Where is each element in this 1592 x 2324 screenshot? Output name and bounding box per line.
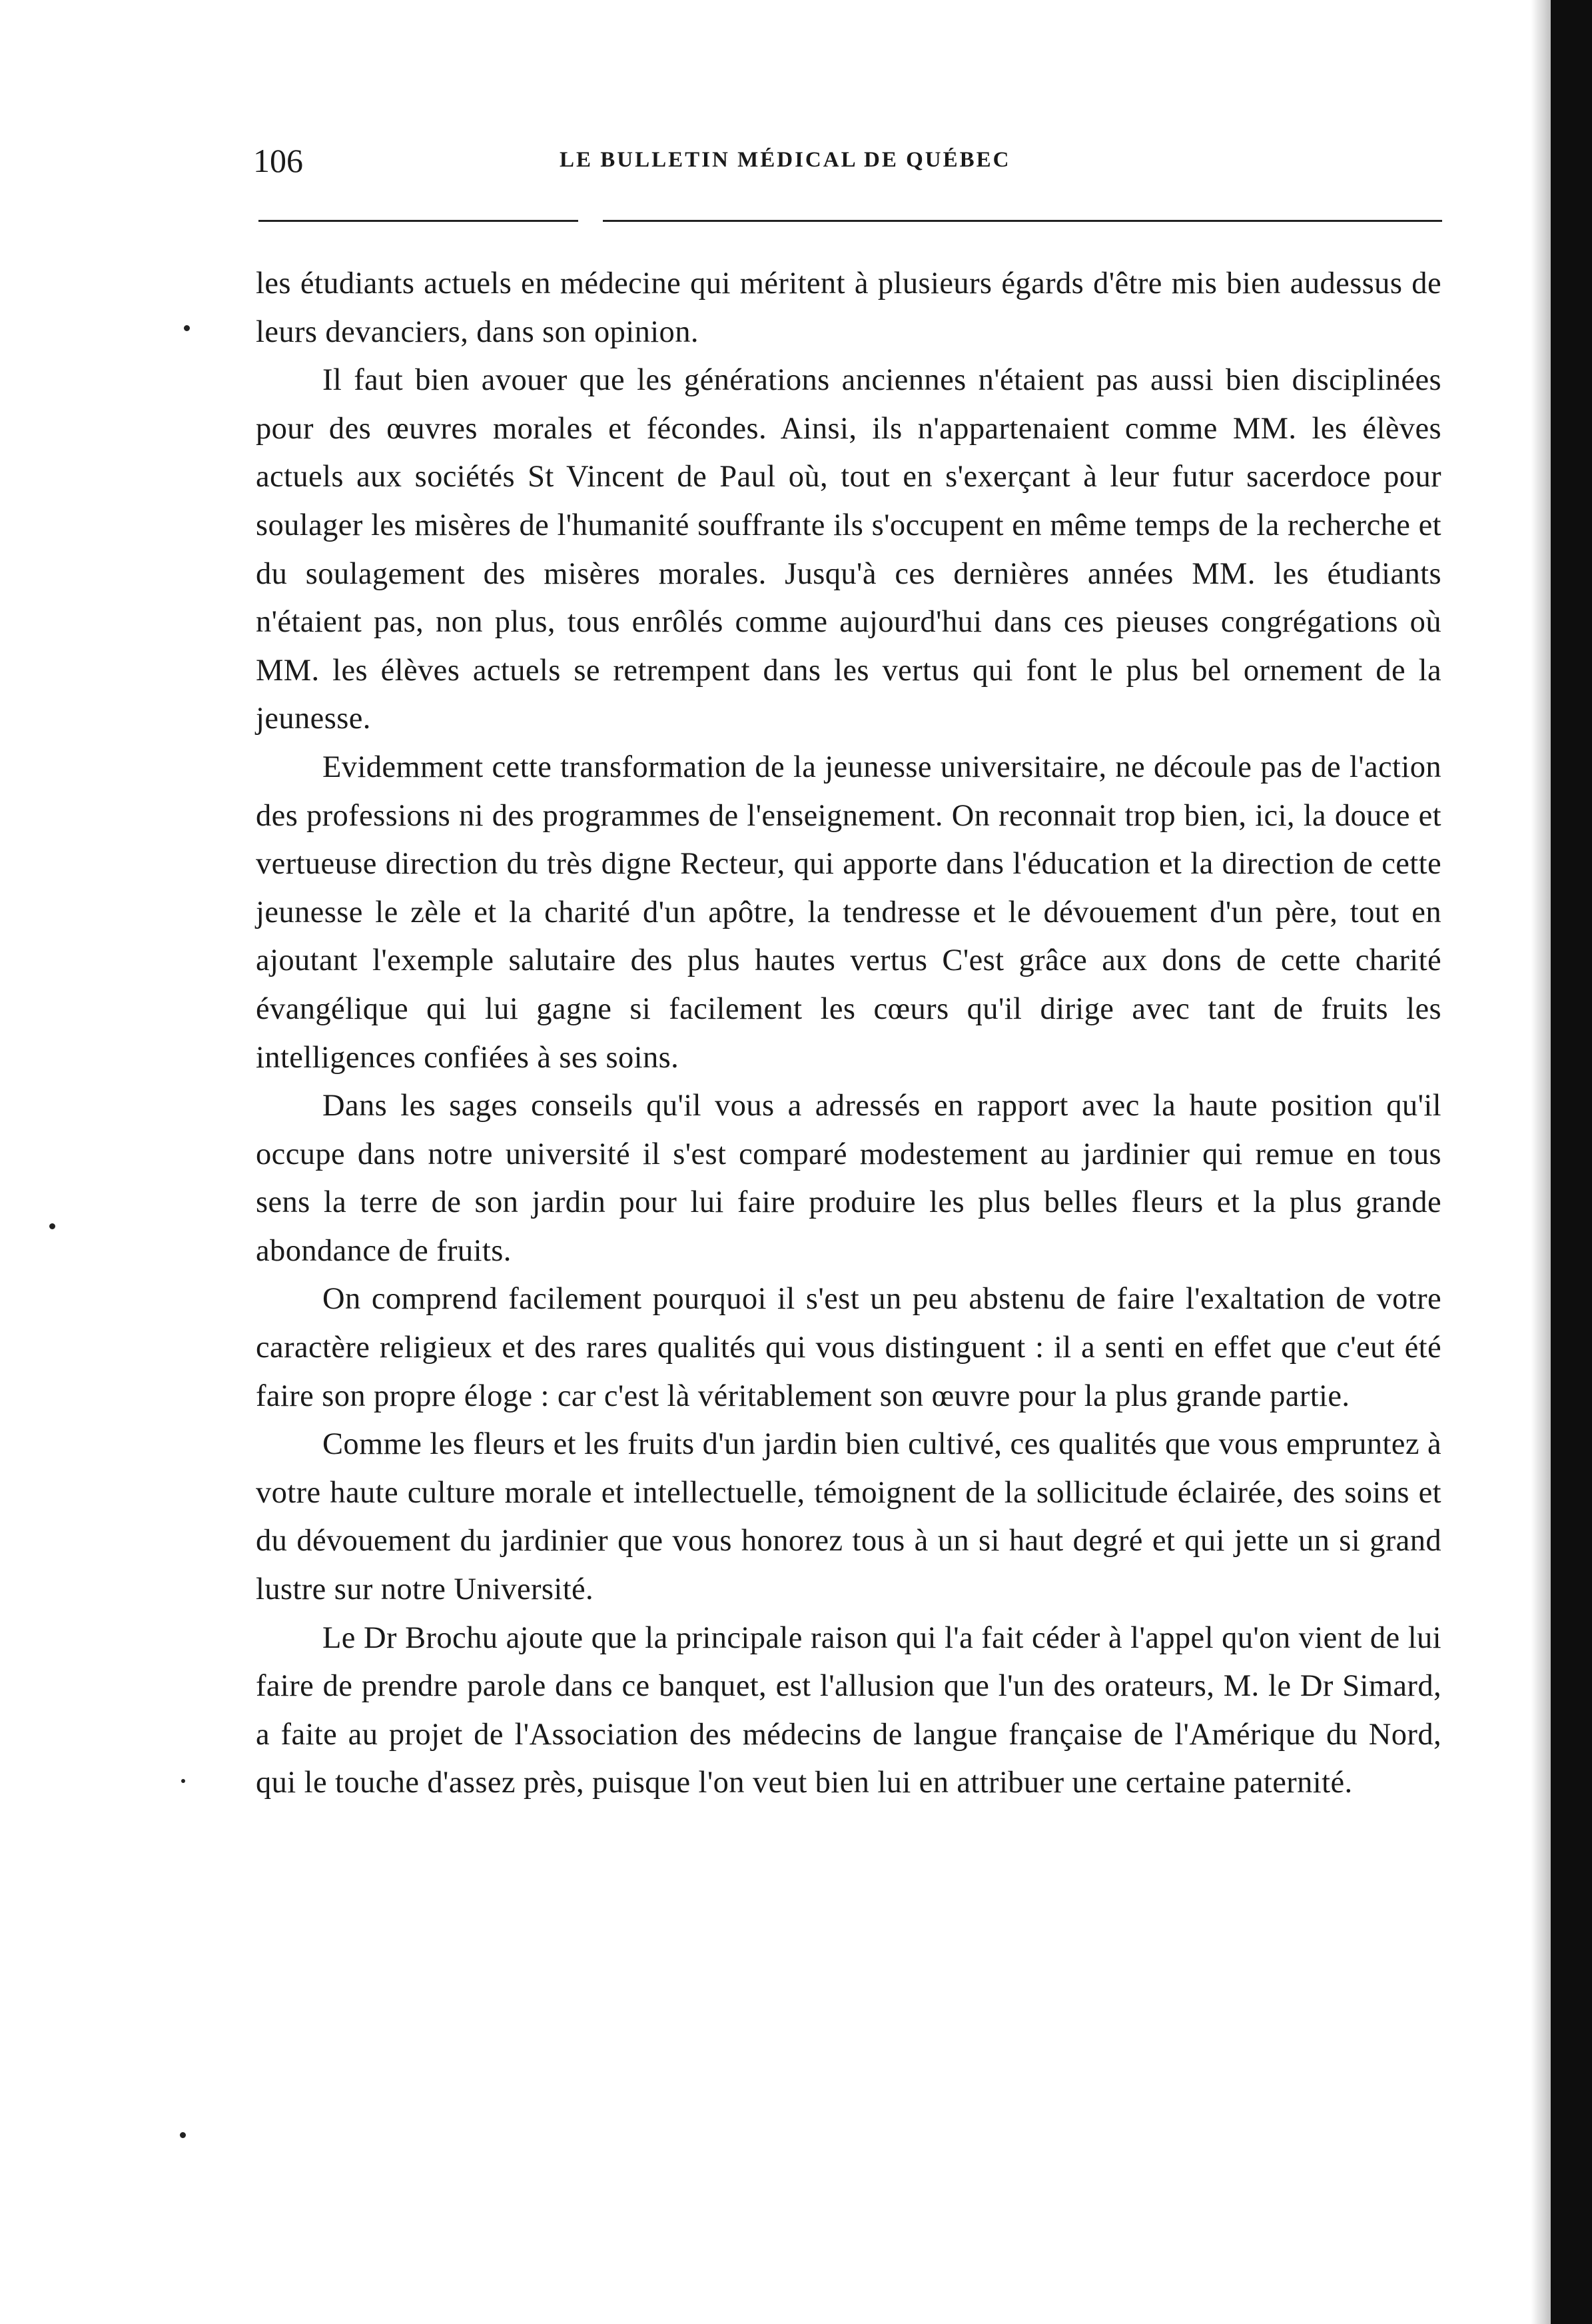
scan-speck (181, 1779, 185, 1783)
article-body (256, 260, 1441, 1808)
paragraph-6: Comme les fleurs et les fruits d'un jardin bien cultivé, ces qualités que vous empruntez à votre haute culture morale et intellectuelle, témoignent de la sollicitude éclairée, des soins et du dévouement du jardinier que vous honorez tous à un si haut degré et qui jette un si grand lustre sur notre Université. (256, 1427, 1441, 1607)
paragraph-4: Dans les sages conseils qu'il vous a adressés en rapport avec la haute position qu'il occupe dans notre université il s'est comparé modestement au jardinier qui remue en tous sens la terre de son jardin pour lui faire produire les plus belles fleurs et la plus grande abondance de fruits. (256, 1089, 1441, 1268)
page-number: 106 (253, 142, 303, 179)
paragraph-5: On comprend facilement pourquoi il s'est un peu abstenu de faire l'exaltation de votre caractère religieux et des rares qualités qui vous distinguent : il a senti en effet que c'eut été faire son propre éloge : car c'est là véritablement son œuvre pour la plus grande partie. (256, 1282, 1441, 1413)
paragraph-2: Il faut bien avouer que les générations anciennes n'étaient pas aussi bien disciplinées pour des œuvres morales et fécondes. Ainsi, ils n'appartenaient comme MM. les élèves actuels aux sociétés St Vincent de Paul où, tout en s'exerçant à leur futur sacerdoce pour soulager les misères de l'humanité souffrante ils s'occupent en même temps de la recherche et du soulagement des misères morales. Jusqu'à ces dernières années MM. les étudiants n'étaient pas, non plus, tous enrôlés comme aujourd'hui dans ces pieuses congrégations où MM. les élèves actuels se retrempent dans les vertus qui font le plus bel ornement de la jeunesse. (256, 363, 1441, 736)
paragraph-1: les étudiants actuels en médecine qui méritent à plusieurs égards d'être mis bien audessus de leurs devanciers, dans son opinion. (256, 267, 1441, 349)
header-rule-right (603, 220, 1442, 222)
paragraph-3: Evidemment cette transformation de la jeunesse universitaire, ne découle pas de l'action des professions ni des programmes de l'enseignement. On reconnait trop bien, ici, la douce et vertueuse direction du très digne Recteur, qui apporte dans l'éducation et la direction de cette jeunesse le zèle et la charité d'un apôtre, la tendresse et le dévouement d'un père, tout en ajoutant l'exemple salutaire des plus hautes vertus C'est grâce aux dons de cette charité évangélique qui lui gagne si facilement les cœurs qu'il dirige avec tant de fruits les intelligences confiées à ses soins. (256, 750, 1441, 1075)
scan-speck (49, 1223, 55, 1229)
scan-speck (184, 325, 190, 331)
running-head: LE BULLETIN MÉDICAL DE QUÉBEC (560, 148, 1011, 172)
paragraph-7: Le Dr Brochu ajoute que la principale raison qui l'a fait céder à l'appel qu'on vient de lui faire de prendre parole dans ce banquet, est l'allusion que l'un des orateurs, M. le Dr Simard, a faite au projet de l'Association des médecins de langue française de l'Amérique du Nord, qui le touche d'assez près, puisque l'on veut bien lui en attribuer une certaine paternité. (256, 1620, 1441, 1800)
header-rule-left (258, 220, 578, 222)
scan-edge-shadow (1551, 0, 1592, 2324)
scan-speck (180, 2132, 186, 2138)
